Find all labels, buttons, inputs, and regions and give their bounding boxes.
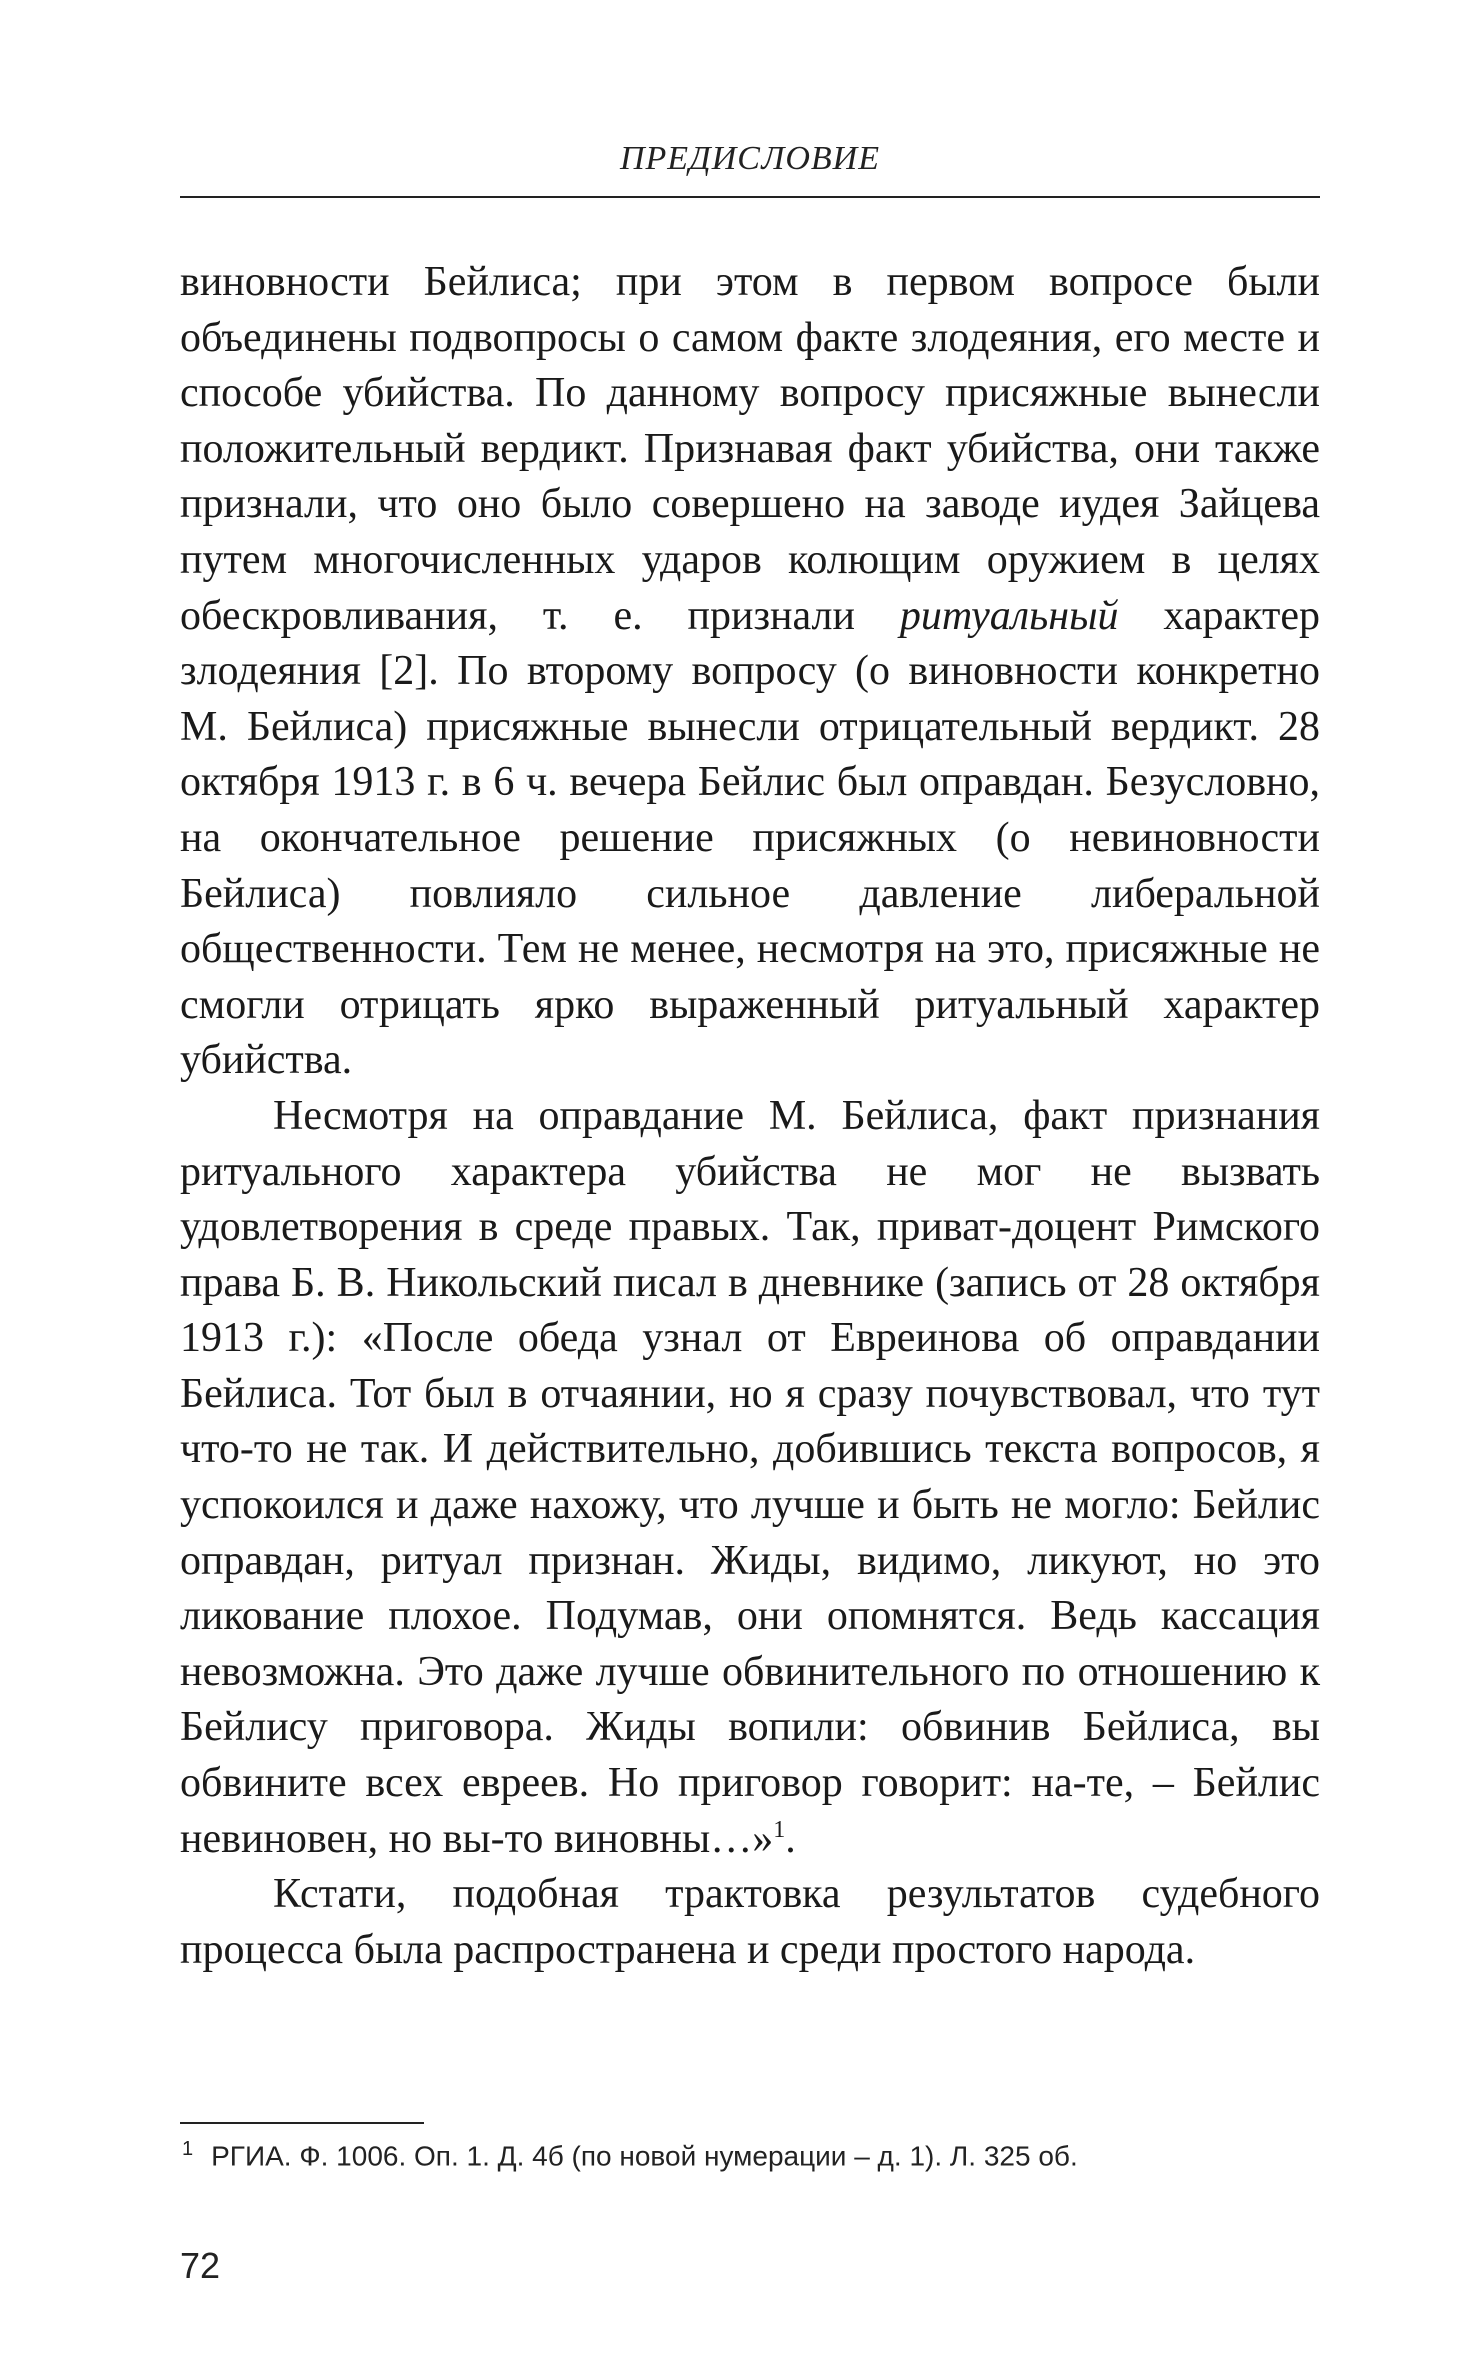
paragraph-3	[180, 1867, 1320, 1978]
paragraph-1	[180, 255, 1320, 1089]
footnote-reference[interactable]: 1	[773, 1816, 786, 1843]
page-number: 72	[180, 2245, 221, 2286]
main-text	[180, 255, 1320, 1978]
paragraph-1-text-a: виновности Бейлиса; при этом в первом вопросе были объединены подвопросы о самом факте злодеяния, его месте и способе убийства. По данному вопросу присяжные вынесли положительный вердикт. Признавая факт убийства, они также признали, что оно было совершено на заводе иудея Зайцева путем многочисленных ударов колющим оружием в целях обескровливания, т. е. признали	[180, 259, 1320, 639]
header-rule	[180, 196, 1320, 198]
paragraph-1-text-b: характер злодеяния [2]. По второму вопросу (о виновности конкретно М. Бейлиса) присяжные вынесли отрицательный вердикт. 28 октября 1913 г. в 6 ч. вечера Бейлис был оправдан. Безусловно, на окончательное решение присяжных (о невиновности Бейлиса) повлияло сильное давление либеральной общественности. Тем не менее, несмотря на это, присяжные не смогли отрицать ярко выраженный ритуальный характер убийства.	[180, 592, 1320, 1084]
footnote-text: РГИА. Ф. 1006. Оп. 1. Д. 4б (по новой нумерации – д. 1). Л. 325 об.	[211, 2140, 1078, 2172]
footnote-mark: 1	[182, 2138, 194, 2160]
emphasis-ritual: ритуальный	[899, 592, 1119, 639]
paragraph-3-text: Кстати, подобная трактовка результатов судебного процесса была распространена и среди простого народа.	[180, 1871, 1320, 1973]
running-header: ПРЕДИСЛОВИЕ	[619, 140, 881, 177]
paragraph-2	[180, 1089, 1320, 1867]
footnote	[180, 2138, 1320, 2172]
paragraph-2-end: .	[785, 1815, 796, 1862]
paragraph-2-text: Несмотря на оправдание М. Бейлиса, факт признания ритуального характера убийства не мог не вызвать удовлетворения в среде правых. Так, приват-доцент Римского права Б. В. Никольский писал в дневнике (запись от 28 октября 1913 г.): «После обеда узнал от Евреинова об оправдании Бейлиса. Тот был в отчаянии, но я сразу почувствовал, что тут что-то не так. И действительно, добившись текста вопросов, я успокоился и даже нахожу, что лучше и быть не могло: Бейлис оправдан, ритуал признан. Жиды, видимо, ликуют, но это ликование плохое. Подумав, они опомнятся. Ведь кассация невозможна. Это даже лучше обвинительного по отношению к Бейлису приговора. Жиды вопили: обвинив Бейлиса, вы обвините всех евреев. Но приговор говорит: на-те, – Бейлис невиновен, но вы-то виновны…»	[180, 1092, 1320, 1862]
footnote-rule	[180, 2122, 424, 2124]
